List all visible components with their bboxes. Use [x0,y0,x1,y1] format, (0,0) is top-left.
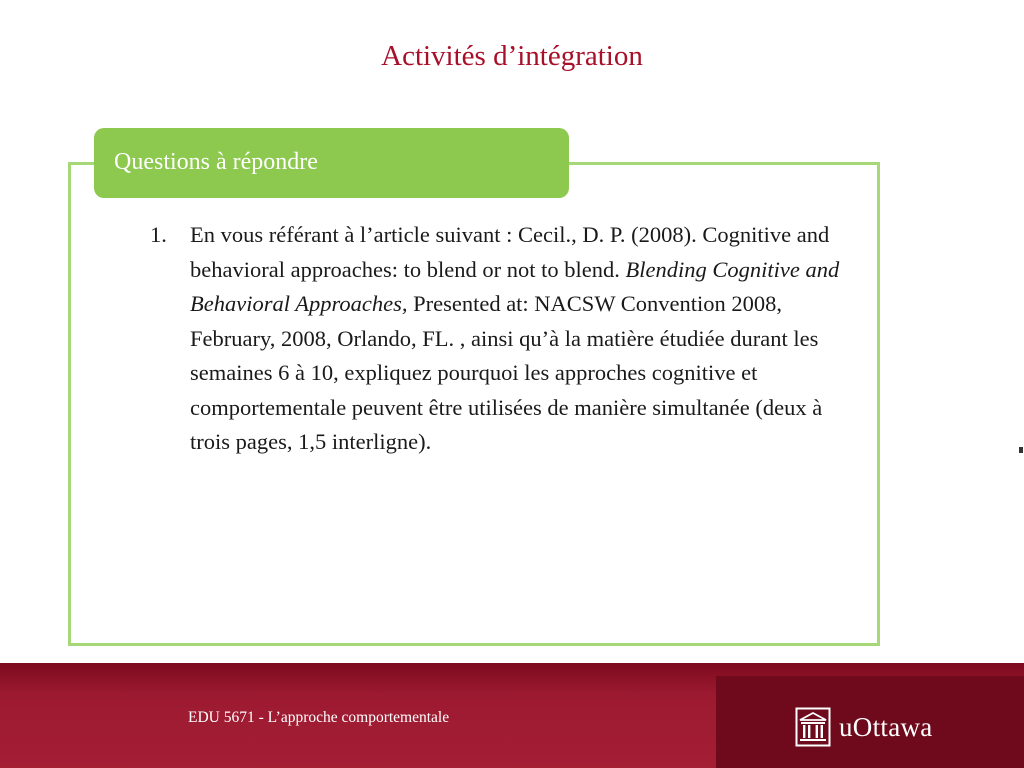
edge-mark [1019,447,1023,453]
footer-logo-panel [716,676,1024,768]
question-list [150,218,840,460]
uottawa-wordmark: uOttawa [839,711,933,742]
footer-bar [0,663,1024,768]
question-number: 1. [150,222,167,247]
question-panel-header-label: Questions à répondre [114,149,318,175]
question-text: En vous référant à l’article suivant : Cecil., D. P. (2008). Cognitive and behavioral approaches: to blend or not to blend. [190,222,830,282]
question-item [150,218,840,460]
question-text-continued: Presented at: NACSW Convention 2008, February, 2008, Orlando, FL. , ainsi qu’à la matière étudiée durant les semaines 6 à 10, expliquez pourquoi les approches cognitive et comportementale peuvent être utilisées de manière simultanée (deux à trois pages, 1,5 interligne). [190,291,823,454]
question-panel-header [94,128,569,198]
footer-course-title: EDU 5671 - L’approche comportementale [188,709,450,726]
slide-title: Activités d’intégration [381,40,643,72]
uottawa-logo [795,707,933,747]
question-text-italic: Blending Cognitive and Behavioral Approaches, [190,256,840,316]
university-building-icon [795,707,831,747]
